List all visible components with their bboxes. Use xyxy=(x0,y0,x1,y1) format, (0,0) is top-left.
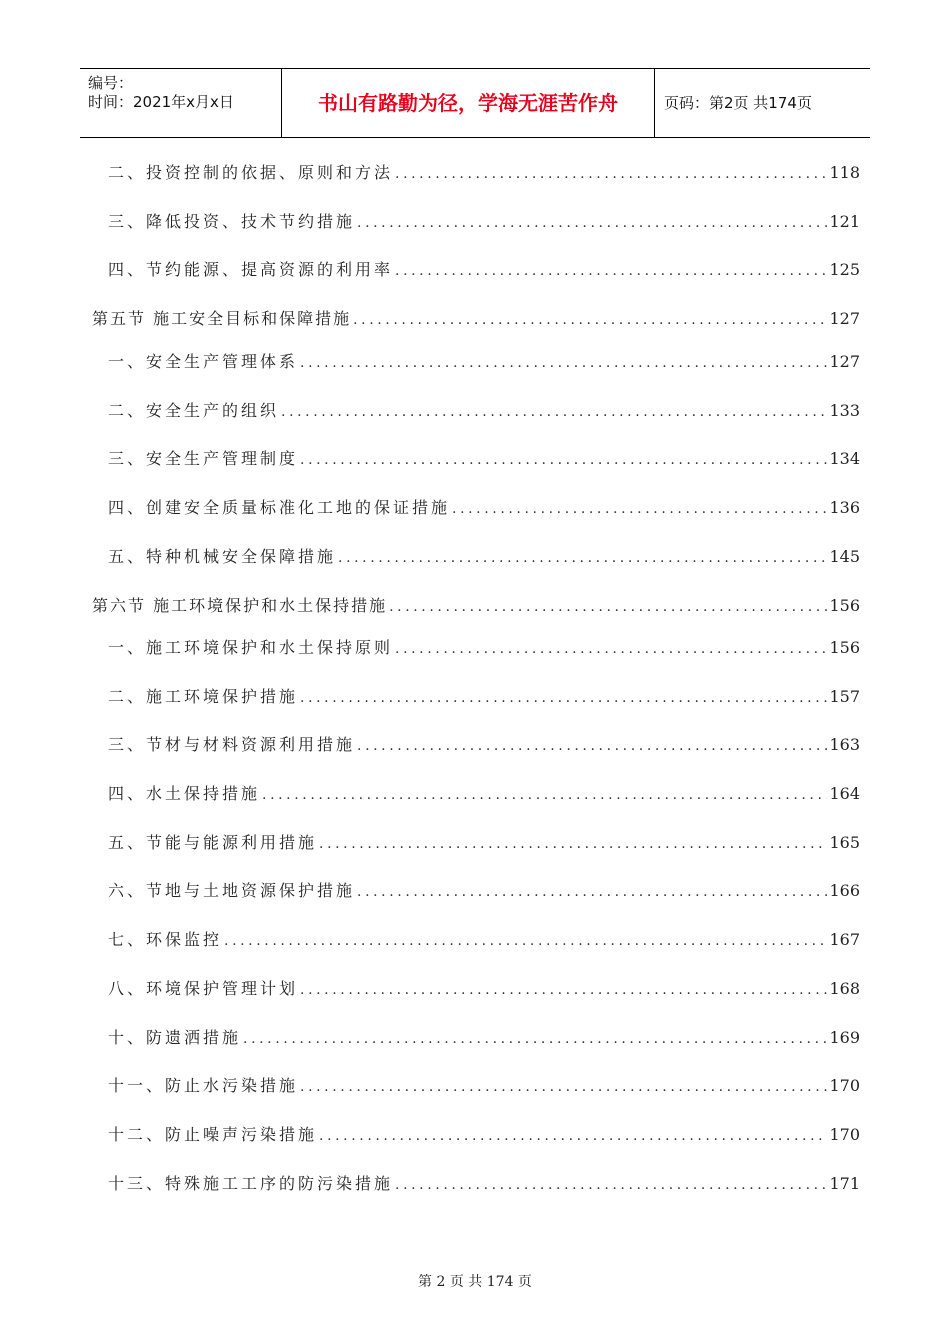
toc-entry-page: 118 xyxy=(829,163,860,182)
toc-entry-page: 156 xyxy=(829,638,860,657)
header-divider xyxy=(654,69,655,137)
toc-entry-page: 169 xyxy=(829,1028,860,1047)
toc-dot-leader xyxy=(395,263,827,279)
toc-entry-page: 145 xyxy=(829,547,860,566)
toc-entry[interactable] xyxy=(92,306,860,330)
toc-entry-page: 125 xyxy=(829,260,860,279)
toc-entry-title: 十、防遗洒措施 xyxy=(108,1028,242,1047)
toc-dot-leader xyxy=(300,982,827,998)
toc-entry-page: 157 xyxy=(829,687,860,706)
toc-dot-leader xyxy=(319,836,827,852)
toc-entry-title: 二、施工环境保护措施 xyxy=(108,687,299,706)
toc-entry[interactable] xyxy=(108,257,860,281)
toc-entry[interactable] xyxy=(108,544,860,568)
toc-entry[interactable] xyxy=(108,878,860,902)
toc-entry-title: 第五节 施工安全目标和保障措施 xyxy=(92,309,352,328)
toc-entry-title: 第六节 施工环境保护和水土保持措施 xyxy=(92,596,388,615)
toc-entry-title: 八、环境保护管理计划 xyxy=(108,979,299,998)
toc-entry-title: 三、降低投资、技术节约措施 xyxy=(108,212,356,231)
toc-dot-leader xyxy=(452,501,827,517)
toc-entry[interactable] xyxy=(108,927,860,951)
toc-entry-title: 四、创建安全质量标准化工地的保证措施 xyxy=(108,498,451,517)
toc-dot-leader xyxy=(300,1079,827,1095)
document-date: 时间：2021年x月x日 xyxy=(88,93,234,111)
toc-entry[interactable] xyxy=(108,732,860,756)
toc-entry-page: 127 xyxy=(829,352,860,371)
toc-entry-page: 163 xyxy=(829,735,860,754)
toc-entry-page: 127 xyxy=(829,309,860,328)
toc-entry[interactable] xyxy=(108,160,860,184)
toc-entry[interactable] xyxy=(108,976,860,1000)
toc-entry-page: 134 xyxy=(829,449,860,468)
toc-dot-leader xyxy=(357,215,827,231)
toc-dot-leader xyxy=(319,1128,827,1144)
toc-entry-page: 166 xyxy=(829,881,860,900)
toc-entry-title: 四、节约能源、提高资源的利用率 xyxy=(108,260,394,279)
header-motto: 书山有路勤为径，学海无涯苦作舟 xyxy=(318,91,618,115)
toc-entry[interactable] xyxy=(108,1073,860,1097)
toc-dot-leader xyxy=(353,312,827,328)
toc-entry[interactable] xyxy=(108,684,860,708)
toc-entry-title: 一、施工环境保护和水土保持原则 xyxy=(108,638,394,657)
toc-entry-page: 164 xyxy=(829,784,860,803)
toc-entry-title: 一、安全生产管理体系 xyxy=(108,352,299,371)
toc-entry-title: 四、水土保持措施 xyxy=(108,784,261,803)
toc-dot-leader xyxy=(281,404,827,420)
toc-dot-leader xyxy=(357,738,827,754)
toc-dot-leader xyxy=(262,787,827,803)
toc-entry-title: 三、安全生产管理制度 xyxy=(108,449,299,468)
toc-entry-title: 十三、特殊施工工序的防污染措施 xyxy=(108,1174,394,1193)
toc-dot-leader xyxy=(395,1177,827,1193)
toc-dot-leader xyxy=(243,1031,827,1047)
toc-entry-title: 二、投资控制的依据、原则和方法 xyxy=(108,163,394,182)
toc-entry-page: 121 xyxy=(829,212,860,231)
toc-dot-leader xyxy=(357,884,827,900)
toc-entry-page: 165 xyxy=(829,833,860,852)
toc-entry[interactable] xyxy=(108,1171,860,1195)
page-footer: 第 2 页 共 174 页 xyxy=(418,1274,532,1290)
toc-entry[interactable] xyxy=(108,1122,860,1146)
toc-entry-page: 170 xyxy=(829,1125,860,1144)
toc-entry-title: 三、节材与材料资源利用措施 xyxy=(108,735,356,754)
toc-dot-leader xyxy=(338,550,827,566)
toc-entry-title: 五、特种机械安全保障措施 xyxy=(108,547,337,566)
toc-entry[interactable] xyxy=(108,635,860,659)
document-number-label: 编号： xyxy=(88,74,134,92)
toc-entry-title: 十二、防止噪声污染措施 xyxy=(108,1125,318,1144)
toc-dot-leader xyxy=(389,599,827,615)
toc-entry[interactable] xyxy=(108,209,860,233)
toc-entry[interactable] xyxy=(108,349,860,373)
toc-entry-title: 五、节能与能源利用措施 xyxy=(108,833,318,852)
toc-dot-leader xyxy=(300,452,827,468)
toc-dot-leader xyxy=(395,166,827,182)
toc-entry[interactable] xyxy=(108,781,860,805)
toc-entry[interactable] xyxy=(92,593,860,617)
toc-entry-page: 136 xyxy=(829,498,860,517)
toc-entry-title: 七、环保监控 xyxy=(108,930,223,949)
toc-entry-page: 156 xyxy=(829,596,860,615)
page-header xyxy=(80,68,870,138)
toc-entry-title: 六、节地与土地资源保护措施 xyxy=(108,881,356,900)
toc-entry-page: 133 xyxy=(829,401,860,420)
toc-entry-page: 167 xyxy=(829,930,860,949)
toc-entry-page: 168 xyxy=(829,979,860,998)
header-page-info: 页码：第2页 共174页 xyxy=(664,94,812,112)
toc-dot-leader xyxy=(300,355,827,371)
header-meta xyxy=(88,69,278,137)
toc-dot-leader xyxy=(395,641,827,657)
toc-entry-title: 十一、防止水污染措施 xyxy=(108,1076,299,1095)
toc-dot-leader xyxy=(300,690,827,706)
toc-entry[interactable] xyxy=(108,1025,860,1049)
toc-entry[interactable] xyxy=(108,495,860,519)
toc-entry-title: 二、安全生产的组织 xyxy=(108,401,280,420)
toc-entry[interactable] xyxy=(108,398,860,422)
toc-entry-page: 170 xyxy=(829,1076,860,1095)
toc-entry-page: 171 xyxy=(829,1174,860,1193)
toc-dot-leader xyxy=(224,933,827,949)
toc-entry[interactable] xyxy=(108,830,860,854)
toc-entry[interactable] xyxy=(108,446,860,470)
